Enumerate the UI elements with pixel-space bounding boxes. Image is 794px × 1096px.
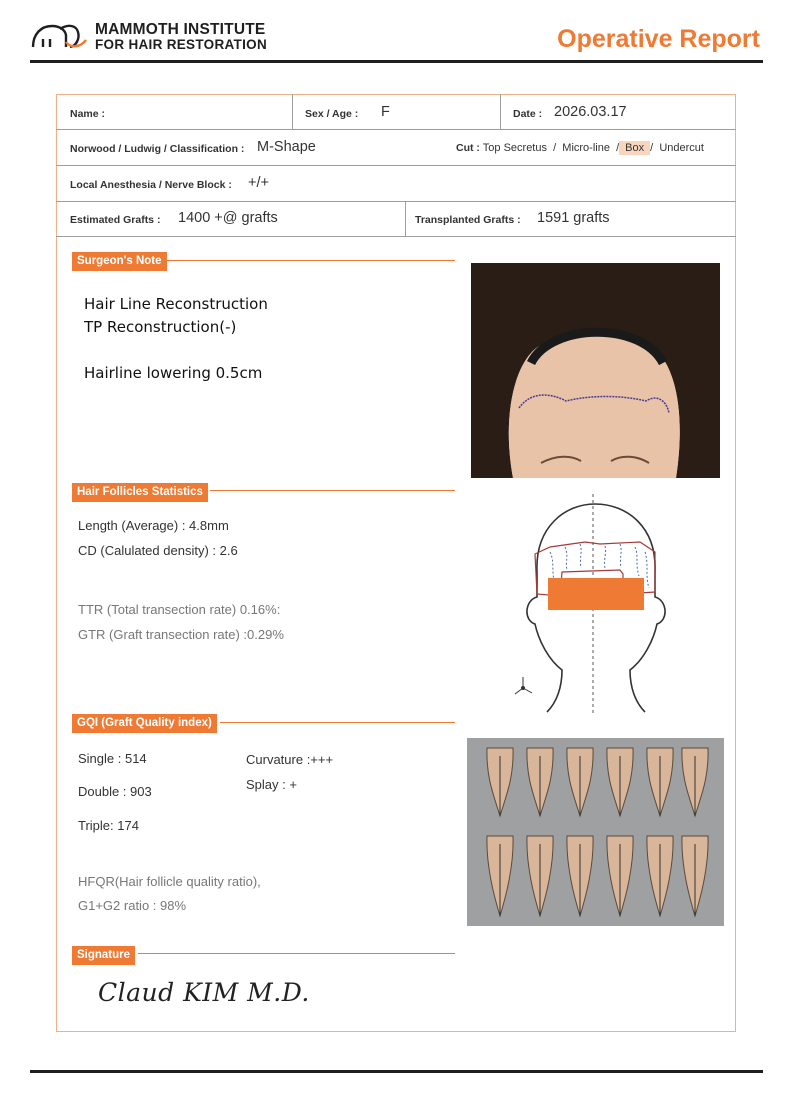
name-label: Name : [70,108,106,120]
section-tag-surgeons-note: Surgeon's Note [72,252,167,271]
org-name-line2: FOR HAIR RESTORATION [95,37,268,52]
cut-option-top-secretus[interactable]: Top Secretus [482,142,547,154]
section-rule [220,722,455,723]
gqi-double: Double : 903 [78,784,152,799]
cut-separator: / [650,142,657,154]
estimated-grafts-label: Estimated Grafts : [70,214,161,226]
section-tag-follicle-stats: Hair Follicles Statistics [72,483,208,502]
sex-age-value[interactable]: F [381,104,390,120]
column-divider [405,201,406,236]
surgeons-note-line2: TP Reconstruction(-) [84,318,237,336]
surgeons-note-line1: Hair Line Reconstruction [84,295,268,313]
estimated-grafts-value[interactable]: 1400 +@ grafts [178,210,278,226]
row-divider [56,129,736,130]
surgeons-note-line3: Hairline lowering 0.5cm [84,364,263,382]
anesthesia-label: Local Anesthesia / Nerve Block : [70,179,232,191]
section-tag-signature: Signature [72,946,135,965]
date-value[interactable]: 2026.03.17 [554,104,627,120]
stat-gtr: GTR (Graft transection rate) :0.29% [78,627,284,642]
section-rule [138,953,455,954]
gqi-single: Single : 514 [78,751,147,766]
section-rule [210,490,455,491]
mammoth-logo-icon [30,20,90,52]
gqi-splay: Splay : + [246,777,297,792]
gqi-hfqr-line2: G1+G2 ratio : 98% [78,898,187,913]
date-label: Date : [513,108,543,120]
cut-label: Cut : [456,142,480,154]
anesthesia-value[interactable]: +/+ [248,175,269,191]
classification-value[interactable]: M-Shape [257,139,316,155]
header-divider [30,60,763,63]
cut-options [456,142,704,154]
section-tag-gqi: GQI (Graft Quality index) [72,714,217,733]
column-divider [500,94,501,129]
transplanted-grafts-label: Transplanted Grafts : [415,214,521,226]
cut-option-undercut[interactable]: Undercut [659,142,704,154]
gqi-hfqr-line1: HFQR(Hair follicle quality ratio), [78,874,261,889]
surgeon-signature: Claud KIM M.D. [98,978,310,1007]
stat-density: CD (Calulated density) : 2.6 [78,543,238,558]
cut-separator: / [550,142,560,154]
cut-option-micro-line[interactable]: Micro-line [562,142,610,154]
report-title: Operative Report [557,25,760,53]
stat-length: Length (Average) : 4.8mm [78,518,229,533]
row-divider [56,165,736,166]
row-divider [56,201,736,202]
grafts-photo [467,738,724,926]
stat-ttr: TTR (Total transection rate) 0.16%: [78,602,281,617]
sex-age-label: Sex / Age : [305,108,359,120]
section-rule [165,260,455,261]
hairline-photo [471,263,720,478]
row-divider [56,236,736,237]
org-name-line1: MAMMOTH INSTITUTE [95,21,266,38]
donor-area-diagram [505,492,680,717]
footer-divider [30,1070,763,1073]
transplanted-grafts-value[interactable]: 1591 grafts [537,210,610,226]
column-divider [292,94,293,129]
classification-label: Norwood / Ludwig / Classification : [70,143,245,155]
gqi-triple: Triple: 174 [78,818,139,833]
cut-separator: / [613,142,620,154]
gqi-curvature: Curvature :+++ [246,752,334,767]
cut-option-box-selected[interactable]: Box [619,141,650,155]
